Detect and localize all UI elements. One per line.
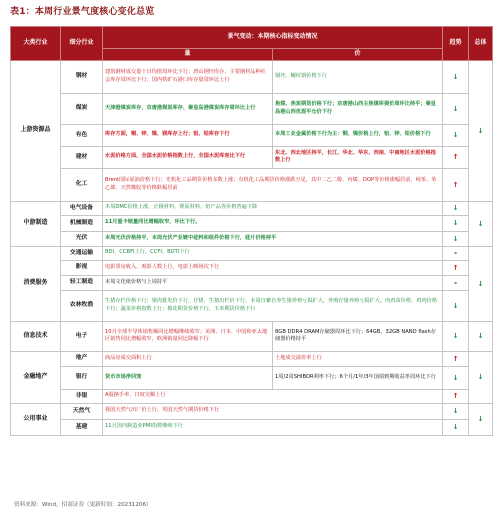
header-quantity: 量 [103,49,273,61]
quantity-cell: BDI、CCBFI上行，CCFI、BDTI下行 [103,246,443,260]
sub-industry-cell: 基建 [61,419,103,435]
major-industry-cell: 中游制造 [11,201,61,246]
price-cell: 8GB DDR4 DRAM存储器周环比下行；64GB、32GB NAND flash存储器价格持平 [273,321,443,351]
table-row [11,403,493,419]
trend-cell: ↑ [443,389,469,403]
industry-overview-table [10,26,493,436]
sub-industry-cell: 轻工制造 [61,275,103,290]
major-industry-cell: 上游资源品 [11,60,61,201]
trend-cell: ↓ [443,290,469,321]
overall-trend-cell: ↓ [469,321,493,351]
table-row [11,419,493,435]
overall-trend-cell: ↓ [469,60,493,201]
trend-cell: ↓ [443,231,469,246]
quantity-cell: 生猪存栏价格下行；猪肉批发价下行，仔猪、生猪出栏价下行。本周自繁自养生猪养殖亏损扩大，外购仔猪养殖亏损扩大。肉鸡苗价格、鸡肉价格下行；蔬菜价格指数上行；棉花期货价格下行，玉米期货价格下行 [103,290,443,321]
sub-industry-cell: 化工 [61,168,103,201]
quantity-cell: 建筑钢材成交量十日均值周环比下行；唐山钢坯库存、主要钢材品种社会库存周环比下行；国内铁矿石港口库存量周环比上行 [103,60,273,93]
trend-cell: ↓ [443,419,469,435]
price-cell: 本周工业金属价格下行为主：铜、镍价格上行，铝、锌、铅价格下行 [273,124,443,146]
trend-cell: ↑ [443,146,469,168]
quantity-cell: 货币市场净回笼 [103,366,273,389]
quantity-cell: 本周DMC价格上涨，正极材料、锂原材料、铝产品等价格普遍下降 [103,201,443,215]
header-price: 价 [273,49,443,61]
table-row [11,260,493,275]
quantity-cell: A股换手率、日度交额上行 [103,389,443,403]
sub-industry-cell: 光伏 [61,231,103,246]
sub-industry-cell: 地产 [61,351,103,366]
major-industry-cell: 信息技术 [11,321,61,351]
price-cell: 1周/2周SHIBOR利率下行；6个月/1年/3年国债到期收益率周环比下行 [273,366,443,389]
table-row [11,389,493,403]
quantity-cell: 10月全球半导体销售额同比增幅继续收窄；美洲、日本、中国和亚太地区销售同比增幅收窄，欧洲销量同比降幅下行 [103,321,273,351]
quantity-cell: 电影票房收入、观影人数上行，电影上映场次下行 [103,260,443,275]
sub-industry-cell: 钢材 [61,60,103,93]
header-trend: 趋势 [443,27,469,61]
major-industry-cell: 金融地产 [11,351,61,403]
price-cell: 土地成交溢价率上行 [273,351,443,366]
sub-industry-cell: 非银 [61,389,103,403]
sub-industry-cell: 交通运输 [61,246,103,260]
quantity-cell: 我国天然气出厂价上行，英国天然气期货价格下行 [103,403,443,419]
overall-trend-cell: ↓ [469,201,493,246]
table-row [11,60,493,93]
table-row [11,231,493,246]
table-row [11,351,493,366]
trend-cell: ↑ [443,351,469,366]
table-row [11,275,493,290]
trend-cell: ↓ [443,124,469,146]
trend-cell: ↓ [443,201,469,215]
overall-trend-cell: ↓ [469,246,493,321]
quantity-cell: 天津港煤炭库存、京唐港煤炭库存、秦皇岛港煤炭库存周环比上行 [103,93,273,124]
quantity-cell: 库存方面，铜、锌、镍、镁库存上行；铝、铅库存下行 [103,124,273,146]
sub-industry-cell: 农林牧渔 [61,290,103,321]
table-row [11,146,493,168]
overall-trend-cell: ↓ [469,403,493,435]
trend-cell: ↓ [443,403,469,419]
price-cell: 东北、西北地区持平，长江、华北、华东、西南、中南地区水泥价格指数上行 [273,146,443,168]
sub-industry-cell: 影视 [61,260,103,275]
quantity-cell: 本周文化纸价格与上周持平 [103,275,443,290]
table-row [11,290,493,321]
header-indicator-change: 景气变动：本期核心指标变动情况 [103,27,443,49]
table-row [11,321,493,351]
table-title: 表1：本周行业景气度核心变化总览 [10,7,155,17]
quantity-cell: 11月重卡销量同比增幅收窄，环比下行。 [103,215,443,231]
header-overall: 总体 [469,27,493,61]
table-row [11,201,493,215]
trend-cell: - [443,246,469,260]
source-note: 资料来源：Wind，招商证券（更新时间：20231206） [14,502,152,508]
overall-trend-cell: ↓ [469,351,493,403]
sub-industry-cell: 银行 [61,366,103,389]
table-row [11,246,493,260]
header-sub-industry: 细分行业 [61,27,103,61]
sub-industry-cell: 电气设备 [61,201,103,215]
trend-cell: ↓ [443,215,469,231]
sub-industry-cell: 天然气 [61,403,103,419]
sub-industry-cell: 机械制造 [61,215,103,231]
sub-industry-cell: 煤炭 [61,93,103,124]
trend-cell: - [443,275,469,290]
header-major-industry: 大类行业 [11,27,61,61]
quantity-cell: 水泥价格方面，全国水泥价格指数上行，全国水泥库容比下行 [103,146,273,168]
sub-industry-cell: 有色 [61,124,103,146]
trend-cell: ↓ [443,321,469,351]
quantity-cell: 本周光伏价格持平，本周光伏产业链中硅料和组件价格下行，硅片价格持平 [103,231,443,246]
trend-cell: ↓ [443,366,469,389]
trend-cell: ↑ [443,260,469,275]
table-row [11,215,493,231]
major-industry-cell: 公用事业 [11,403,61,435]
major-industry-cell: 消费服务 [11,246,61,321]
quantity-cell: 商品房成交面积上行 [103,351,273,366]
table-row [11,168,493,201]
table-row [11,366,493,389]
price-cell: 钢坯、螺纹钢价格下行 [273,60,443,93]
quantity-cell: 11月国内制造业PMI指数继续下行 [103,419,443,435]
price-cell: 焦煤、焦炭期货价格下行；京唐港山西主焦煤库提价周环比持平；秦皇岛港山西优混平仓价下行 [273,93,443,124]
table-body [11,60,493,435]
sub-industry-cell: 建材 [61,146,103,168]
quantity-cell: Brent国际原油价格下行；光机化工品期货价格多数上涨；有机化工品期货价格涨跌互见，其中二乙二醇、丙烯、DOP等价格涨幅居前，纯苯、苯乙烯、天然橡胶等价格跌幅居前 [103,168,443,201]
sub-industry-cell: 电子 [61,321,103,351]
trend-cell: ↑ [443,168,469,201]
trend-cell: ↓ [443,93,469,124]
table-row [11,93,493,124]
table-row [11,124,493,146]
trend-cell: ↓ [443,60,469,93]
